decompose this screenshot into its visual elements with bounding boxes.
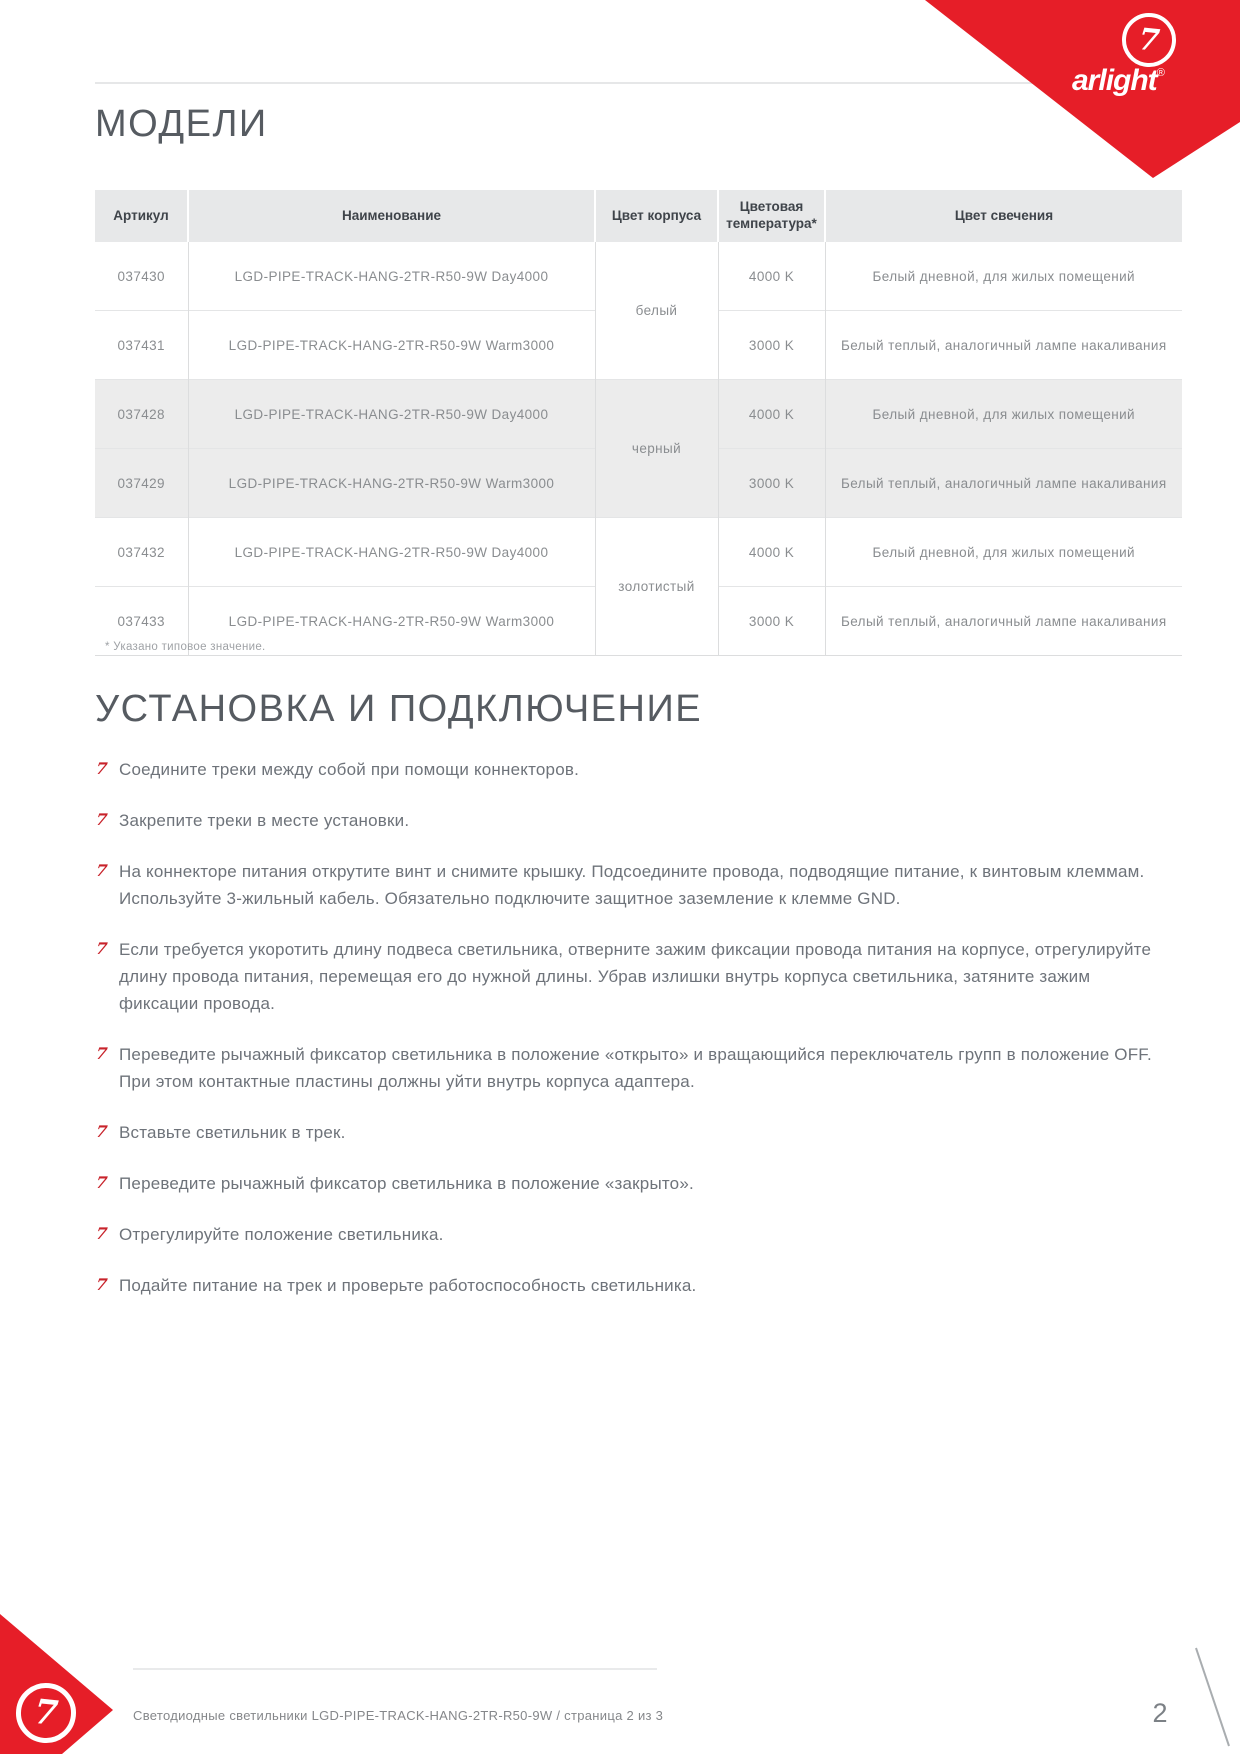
table-footnote: * Указано типовое значение. bbox=[105, 641, 266, 653]
name-cell: LGD-PIPE-TRACK-HANG-2TR-R50-9W Day4000 bbox=[188, 380, 595, 449]
arrow-bullet-icon: 7 bbox=[94, 1173, 109, 1192]
arrow-bullet-icon: 7 bbox=[94, 759, 109, 778]
arrow-bullet-icon: 7 bbox=[94, 1122, 109, 1141]
models-table bbox=[95, 190, 1182, 656]
installation-title: УСТАНОВКА И ПОДКЛЮЧЕНИЕ bbox=[95, 688, 703, 730]
install-step bbox=[95, 1221, 1153, 1248]
glow-cell: Белый дневной, для жилых помещений bbox=[825, 518, 1182, 587]
registered-mark: ® bbox=[1156, 67, 1164, 79]
col-header-glow-color: Цвет свечения bbox=[825, 190, 1182, 242]
arrow-bullet-icon: 7 bbox=[94, 1224, 109, 1243]
glow-cell: Белый дневной, для жилых помещений bbox=[825, 380, 1182, 449]
table-header-row bbox=[95, 190, 1182, 242]
footer-slash-line bbox=[1185, 1640, 1240, 1754]
footer-text: Светодиодные светильники LGD-PIPE-TRACK-HANG-2TR-R50-9W / страница 2 из 3 bbox=[133, 1708, 664, 1723]
temp-cell: 3000 K bbox=[718, 449, 825, 518]
article-cell: 037428 bbox=[95, 380, 188, 449]
glow-cell: Белый теплый, аналогичный лампе накаливания bbox=[825, 449, 1182, 518]
name-cell: LGD-PIPE-TRACK-HANG-2TR-R50-9W Warm3000 bbox=[188, 311, 595, 380]
body-color-cell: золотистый bbox=[595, 518, 718, 656]
brand-name: arlight bbox=[1072, 64, 1157, 97]
install-step bbox=[95, 936, 1153, 1017]
glow-cell: Белый теплый, аналогичный лампе накаливания bbox=[825, 587, 1182, 656]
col-header-color-temp: Цветовая температура* bbox=[718, 190, 825, 242]
install-step-text: Подайте питание на трек и проверьте работоспособность светильника. bbox=[119, 1276, 697, 1295]
article-cell: 037430 bbox=[95, 242, 188, 311]
article-cell: 037429 bbox=[95, 449, 188, 518]
install-step-text: Вставьте светильник в трек. bbox=[119, 1123, 346, 1142]
install-step bbox=[95, 1170, 1153, 1197]
arrow-bullet-icon: 7 bbox=[94, 861, 109, 880]
article-cell: 037432 bbox=[95, 518, 188, 587]
glow-cell: Белый теплый, аналогичный лампе накаливания bbox=[825, 311, 1182, 380]
table-row bbox=[95, 518, 1182, 587]
arrow-bullet-icon: 7 bbox=[94, 939, 109, 958]
article-cell: 037433 bbox=[95, 587, 188, 656]
install-step-text: Если требуется укоротить длину подвеса светильника, отверните зажим фиксации провода питания на корпусе, отрегулируйте длину провода питания, перемещая его до нужной длины. Убрав излишки внутрь корпуса светильника, затяните зажим фиксации провода. bbox=[119, 940, 1152, 1013]
install-step bbox=[95, 756, 1153, 783]
body-color-cell: черный bbox=[595, 380, 718, 518]
install-step-text: Переведите рычажный фиксатор светильника в положение «открыто» и вращающийся переключатель групп в положение OFF. При этом контактные пластины должны уйти внутрь корпуса адаптера. bbox=[119, 1045, 1152, 1091]
body-color-cell: белый bbox=[595, 242, 718, 380]
models-table-wrap bbox=[95, 190, 1182, 656]
temp-cell: 4000 K bbox=[718, 518, 825, 587]
arrow-glyph: 7 bbox=[32, 1691, 60, 1735]
temp-cell: 3000 K bbox=[718, 587, 825, 656]
models-title: МОДЕЛИ bbox=[95, 103, 268, 145]
table-row bbox=[95, 242, 1182, 311]
name-cell: LGD-PIPE-TRACK-HANG-2TR-R50-9W Warm3000 bbox=[188, 587, 595, 656]
install-step-text: Соедините треки между собой при помощи коннекторов. bbox=[119, 760, 580, 779]
name-cell: LGD-PIPE-TRACK-HANG-2TR-R50-9W Day4000 bbox=[188, 518, 595, 587]
installation-steps bbox=[95, 756, 1153, 1323]
install-step bbox=[95, 1272, 1153, 1299]
col-header-body-color: Цвет корпуса bbox=[595, 190, 718, 242]
arrow-bullet-icon: 7 bbox=[94, 1275, 109, 1294]
arrow-bullet-icon: 7 bbox=[94, 810, 109, 829]
col-header-name: Наименование bbox=[188, 190, 595, 242]
page-number: 2 bbox=[1152, 1698, 1168, 1728]
name-cell: LGD-PIPE-TRACK-HANG-2TR-R50-9W Day4000 bbox=[188, 242, 595, 311]
temp-cell: 3000 K bbox=[718, 311, 825, 380]
arrow-bullet-icon: 7 bbox=[94, 1044, 109, 1063]
install-step-text: Закрепите треки в месте установки. bbox=[119, 811, 410, 830]
arlight-wordmark bbox=[1072, 64, 1232, 98]
article-cell: 037431 bbox=[95, 311, 188, 380]
name-cell: LGD-PIPE-TRACK-HANG-2TR-R50-9W Warm3000 bbox=[188, 449, 595, 518]
install-step bbox=[95, 858, 1153, 912]
install-step bbox=[95, 1119, 1153, 1146]
glow-cell: Белый дневной, для жилых помещений bbox=[825, 242, 1182, 311]
footer-divider bbox=[133, 1668, 657, 1670]
arrow-glyph: 7 bbox=[1136, 21, 1162, 59]
install-step bbox=[95, 1041, 1153, 1095]
temp-cell: 4000 K bbox=[718, 242, 825, 311]
install-step-text: Переведите рычажный фиксатор светильника в положение «закрыто». bbox=[119, 1174, 694, 1193]
install-step bbox=[95, 807, 1153, 834]
install-step-text: Отрегулируйте положение светильника. bbox=[119, 1225, 444, 1244]
col-header-article: Артикул bbox=[95, 190, 188, 242]
install-step-text: На коннекторе питания открутите винт и снимите крышку. Подсоедините провода, подводящие питание, к винтовым клеммам. Используйте 3-жильный кабель. Обязательно подключите защитное заземление к клемме GND. bbox=[119, 862, 1145, 908]
table-row bbox=[95, 380, 1182, 449]
temp-cell: 4000 K bbox=[718, 380, 825, 449]
